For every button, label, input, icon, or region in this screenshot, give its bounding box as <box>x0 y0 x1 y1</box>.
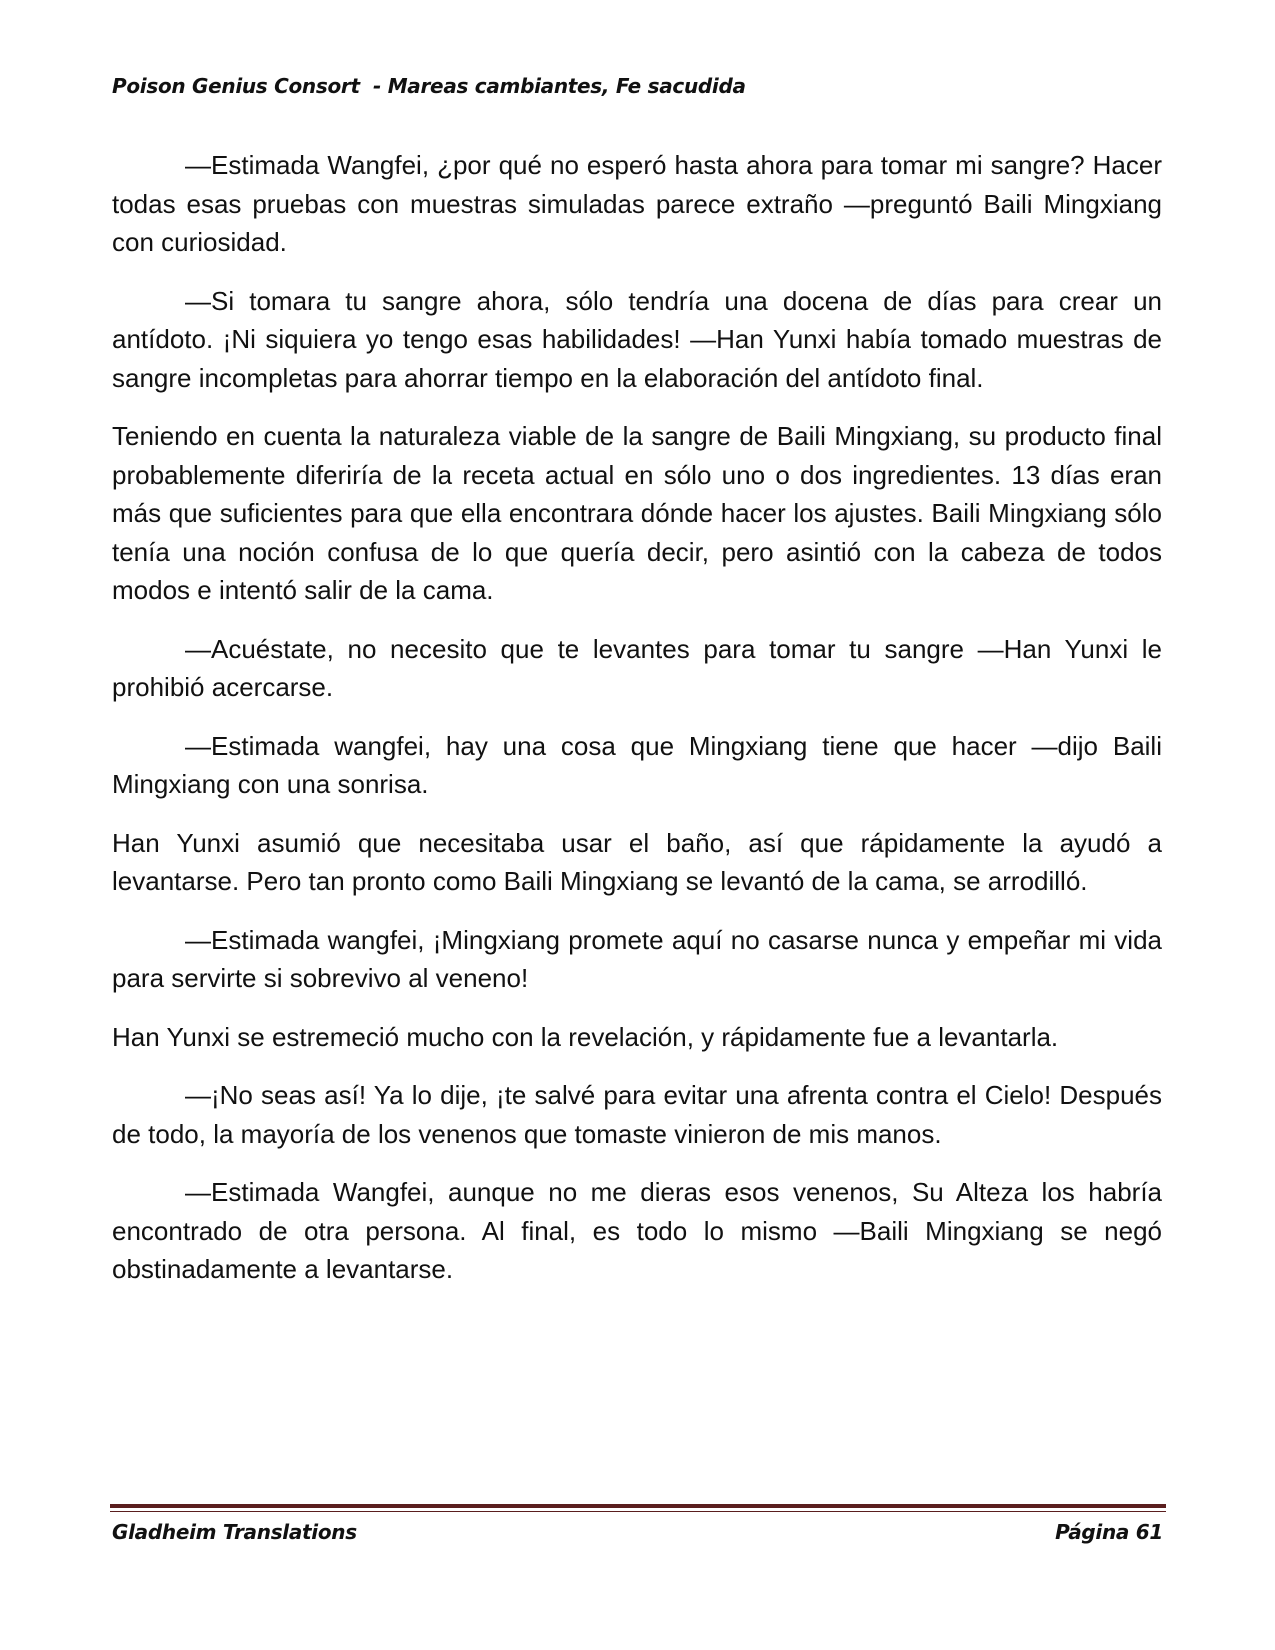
footer-publisher: Gladheim Translations <box>112 1520 357 1544</box>
footer-rule <box>110 1504 1166 1508</box>
running-header: Poison Genius Consort - Mareas cambiantes, Fe sacudida <box>112 74 746 98</box>
paragraph: —Estimada wangfei, ¡Mingxiang promete aquí no casarse nunca y empeñar mi vida para servirte si sobrevivo al veneno! <box>112 924 1162 993</box>
footer-rule-secondary <box>110 1511 1166 1512</box>
footer-page-number: Página 61 <box>1055 1520 1163 1544</box>
paragraph: Teniendo en cuenta la naturaleza viable de la sangre de Baili Mingxiang, su producto final probablemente diferiría de la receta actual en sólo uno o dos ingredientes. 13 días eran más que suficientes para que ella encontrara dónde hacer los ajustes. Baili Mingxiang sólo tenía una noción confusa de lo que quería decir, pero asintió con la cabeza de todos modos e intentó salir de la cama. <box>112 421 1162 605</box>
paragraph: —Estimada wangfei, hay una cosa que Mingxiang tiene que hacer —dijo Baili Mingxiang con una sonrisa. <box>112 730 1162 799</box>
paragraph: —Acuéstate, no necesito que te levantes para tomar tu sangre —Han Yunxi le prohibió acercarse. <box>112 633 1162 702</box>
paragraph: —Estimada Wangfei, ¿por qué no esperó hasta ahora para tomar mi sangre? Hacer todas esas pruebas con muestras simuladas parece extraño —preguntó Baili Mingxiang con curiosidad. <box>112 150 1162 257</box>
paragraph: Han Yunxi asumió que necesitaba usar el baño, así que rápidamente la ayudó a levantarse. Pero tan pronto como Baili Mingxiang se levantó de la cama, se arrodilló. <box>112 827 1162 896</box>
body-text <box>112 146 1162 1309</box>
paragraph: —Si tomara tu sangre ahora, sólo tendría una docena de días para crear un antídoto. ¡Ni siquiera yo tengo esas habilidades! —Han Yunxi había tomado muestras de sangre incompletas para ahorrar tiempo en la elaboración del antídoto final. <box>112 285 1162 393</box>
paragraph: Han Yunxi se estremeció mucho con la revelación, y rápidamente fue a levantarla. <box>112 1021 1059 1052</box>
paragraph: —Estimada Wangfei, aunque no me dieras esos venenos, Su Alteza los habría encontrado de otra persona. Al final, es todo lo mismo —Baili Mingxiang se negó obstinadamente a levantarse. <box>112 1177 1162 1284</box>
paragraph: —¡No seas así! Ya lo dije, ¡te salvé para evitar una afrenta contra el Cielo! Después de todo, la mayoría de los venenos que tomaste vinieron de mis manos. <box>112 1080 1162 1149</box>
